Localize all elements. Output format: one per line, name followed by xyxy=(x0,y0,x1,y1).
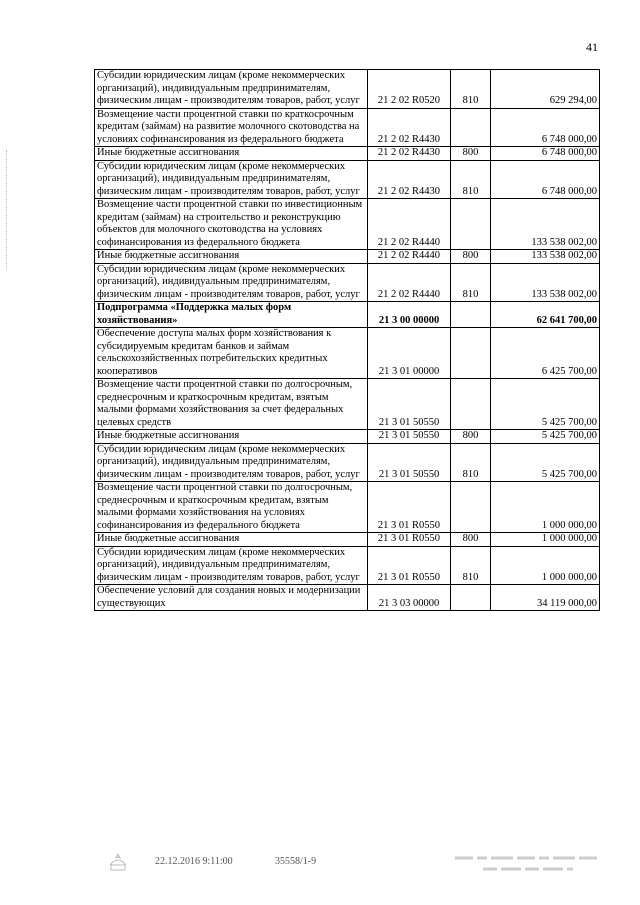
row-type-cell xyxy=(451,328,491,379)
row-type-cell: 800 xyxy=(451,147,491,161)
row-name-cell: Иные бюджетные ассигнования xyxy=(95,250,368,264)
row-type-cell: 800 xyxy=(451,250,491,264)
table-row xyxy=(95,108,600,147)
row-amount-cell: 62 641 700,00 xyxy=(491,302,600,328)
row-name-cell: Иные бюджетные ассигнования xyxy=(95,147,368,161)
row-name-cell: Возмещение части процентной ставки по инвестиционным кредитам (займам) на строительство и реконструкцию объектов для молочного скотоводства на условиях софинансирования из федерального бюджета xyxy=(95,199,368,250)
row-amount-cell: 1 000 000,00 xyxy=(491,533,600,547)
row-name-cell: Субсидии юридическим лицам (кроме некоммерческих организаций), индивидуальным предпринимателям, физическим лицам - производителям товаров, работ, услуг xyxy=(95,263,368,302)
row-amount-cell: 34 119 000,00 xyxy=(491,585,600,611)
footer-date: 22.12.2016 9:11:00 xyxy=(155,856,233,867)
row-type-cell xyxy=(451,199,491,250)
row-type-cell xyxy=(451,585,491,611)
row-amount-cell: 1 000 000,00 xyxy=(491,482,600,533)
row-type-cell: 800 xyxy=(451,533,491,547)
emblem-icon xyxy=(107,853,129,878)
row-name-cell: Субсидии юридическим лицам (кроме некоммерческих организаций), индивидуальным предпринимателям, физическим лицам - производителям товаров, работ, услуг xyxy=(95,70,368,109)
row-type-cell: 810 xyxy=(451,263,491,302)
row-code-cell: 21 3 03 00000 xyxy=(368,585,451,611)
row-code-cell: 21 3 01 00000 xyxy=(368,328,451,379)
table-row xyxy=(95,70,600,109)
table-row xyxy=(95,302,600,328)
row-code-cell: 21 3 01 R0550 xyxy=(368,482,451,533)
row-amount-cell: 133 538 002,00 xyxy=(491,199,600,250)
row-type-cell: 810 xyxy=(451,160,491,199)
table-row xyxy=(95,533,600,547)
row-code-cell: 21 2 02 R4430 xyxy=(368,160,451,199)
footer-doc-number: 35558/1-9 xyxy=(275,856,317,867)
row-code-cell: 21 3 01 50550 xyxy=(368,430,451,444)
faint-stamp xyxy=(453,852,603,879)
page-number: 41 xyxy=(586,40,598,54)
row-code-cell: 21 2 02 R4430 xyxy=(368,108,451,147)
row-type-cell: 810 xyxy=(451,70,491,109)
table-row xyxy=(95,199,600,250)
table-row xyxy=(95,160,600,199)
row-code-cell: 21 3 01 50550 xyxy=(368,443,451,482)
row-amount-cell: 5 425 700,00 xyxy=(491,430,600,444)
row-type-cell xyxy=(451,302,491,328)
row-name-cell: Субсидии юридическим лицам (кроме некоммерческих организаций), индивидуальным предпринимателям, физическим лицам - производителям товаров, работ, услуг xyxy=(95,160,368,199)
row-name-cell: Иные бюджетные ассигнования xyxy=(95,533,368,547)
row-type-cell xyxy=(451,108,491,147)
table-row xyxy=(95,263,600,302)
table-row xyxy=(95,482,600,533)
row-name-cell: Субсидии юридическим лицам (кроме некоммерческих организаций), индивидуальным предпринимателям, физическим лицам - производителям товаров, работ, услуг xyxy=(95,443,368,482)
row-type-cell: 810 xyxy=(451,546,491,585)
row-type-cell: 800 xyxy=(451,430,491,444)
row-name-cell: Субсидии юридическим лицам (кроме некоммерческих организаций), индивидуальным предпринимателям, физическим лицам - производителям товаров, работ, услуг xyxy=(95,546,368,585)
row-name-cell: Возмещение части процентной ставки по краткосрочным кредитам (займам) на развитие молочного скотоводства на условиях софинансирования из федерального бюджета xyxy=(95,108,368,147)
row-code-cell: 21 2 02 R4440 xyxy=(368,263,451,302)
row-type-cell xyxy=(451,482,491,533)
row-name-cell: Возмещение части процентной ставки по долгосрочным, среднесрочным и краткосрочным кредитам, взятым малыми формами хозяйствования на условиях софинансирования из федерального бюджета xyxy=(95,482,368,533)
row-amount-cell: 6 748 000,00 xyxy=(491,147,600,161)
row-code-cell: 21 3 01 R0550 xyxy=(368,533,451,547)
table-row xyxy=(95,443,600,482)
table-row xyxy=(95,430,600,444)
row-code-cell: 21 3 01 R0550 xyxy=(368,546,451,585)
row-name-cell: Подпрограмма «Поддержка малых форм хозяйствования» xyxy=(95,302,368,328)
row-amount-cell: 6 748 000,00 xyxy=(491,108,600,147)
row-name-cell: Возмещение части процентной ставки по долгосрочным, среднесрочным и краткосрочным кредитам, взятым малыми формами хозяйствования за счет федеральных целевых средств xyxy=(95,379,368,430)
table-row xyxy=(95,147,600,161)
table-row xyxy=(95,379,600,430)
row-name-cell: Обеспечение условий для создания новых и модернизации существующих xyxy=(95,585,368,611)
row-amount-cell: 6 425 700,00 xyxy=(491,328,600,379)
row-amount-cell: 629 294,00 xyxy=(491,70,600,109)
row-amount-cell: 133 538 002,00 xyxy=(491,263,600,302)
row-code-cell: 21 2 02 R4430 xyxy=(368,147,451,161)
row-name-cell: Обеспечение доступа малых форм хозяйствования к субсидируемым кредитам банков и займам сельскохозяйственных потребительских кредитных кооперативов xyxy=(95,328,368,379)
row-amount-cell: 5 425 700,00 xyxy=(491,379,600,430)
row-amount-cell: 5 425 700,00 xyxy=(491,443,600,482)
row-amount-cell: 6 748 000,00 xyxy=(491,160,600,199)
table-row xyxy=(95,585,600,611)
budget-table xyxy=(94,69,600,611)
budget-table-body xyxy=(95,70,600,611)
table-row xyxy=(95,328,600,379)
scan-margin-mark xyxy=(6,150,9,270)
row-code-cell: 21 2 02 R4440 xyxy=(368,250,451,264)
row-type-cell xyxy=(451,379,491,430)
row-code-cell: 21 2 02 R0520 xyxy=(368,70,451,109)
row-code-cell: 21 3 01 50550 xyxy=(368,379,451,430)
row-code-cell: 21 2 02 R4440 xyxy=(368,199,451,250)
row-type-cell: 810 xyxy=(451,443,491,482)
table-row xyxy=(95,250,600,264)
row-code-cell: 21 3 00 00000 xyxy=(368,302,451,328)
row-amount-cell: 1 000 000,00 xyxy=(491,546,600,585)
row-amount-cell: 133 538 002,00 xyxy=(491,250,600,264)
table-row xyxy=(95,546,600,585)
row-name-cell: Иные бюджетные ассигнования xyxy=(95,430,368,444)
